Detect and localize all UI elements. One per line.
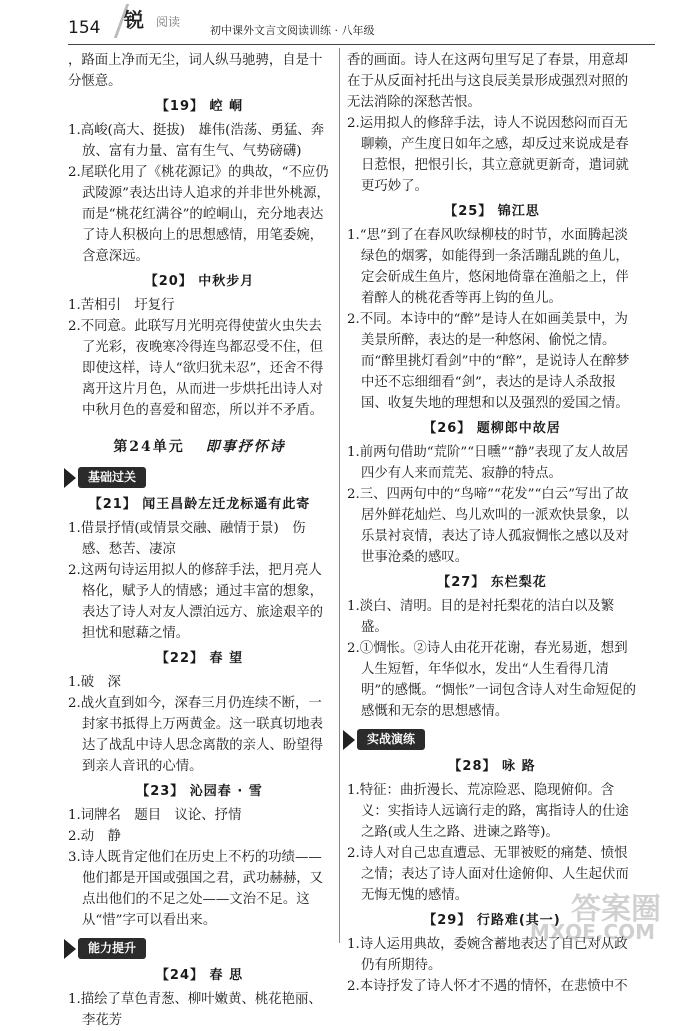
banner-practice xyxy=(347,728,637,752)
page-header xyxy=(0,0,675,44)
section-title-25: 【25】 锦江思 xyxy=(444,204,540,219)
answer-29-2: 2.本诗抒发了诗人怀才不遇的情怀，在悲愤中不 xyxy=(347,979,628,994)
banner-label: 基础过关 xyxy=(78,467,146,488)
book-logo xyxy=(110,4,200,42)
section-title-20: 【20】 中秋步月 xyxy=(144,274,255,289)
section-title-24: 【24】 春 思 xyxy=(155,968,244,983)
unit-heading xyxy=(68,437,331,458)
answer-24-1: 1.描绘了草色青葱、柳叶嫩黄、桃花艳丽、李花芳 xyxy=(68,992,322,1028)
banner-ability xyxy=(68,937,331,961)
section-title-21: 【21】 闻王昌龄左迁龙标遥有此寄 xyxy=(88,497,311,512)
arrow-icon xyxy=(343,730,355,750)
section-title-29: 【29】 行路难(其一) xyxy=(423,913,561,928)
logo-sub: 阅读 xyxy=(156,15,181,29)
answer-20-1: 1.苦相引 圩复行 xyxy=(68,298,175,313)
answer-19-2: 2.尾联化用了《桃花源记》的典故，“不应仍武陵源”表达出诗人追求的并非世外桃源，而是“桃花红满谷”的崆峒山，充分地表达了诗人积极向上的思想感情，用笔委婉，含意深远。 xyxy=(68,165,330,264)
arrow-icon xyxy=(64,468,76,488)
answer-26-2: 2.三、四两句中的“鸟啼”“花发”“白云”写出了故居外鲜花灿烂、鸟儿欢叫的一派欢快景象，以乐景衬哀情，表达了诗人孤寂惆怅之感以及对世事沧桑的感叹。 xyxy=(347,487,629,565)
answer-22-1: 1.破 深 xyxy=(68,675,121,690)
answer-23-3: 3.诗人既肯定他们在历史上不朽的功绩——他们都是开国或强国之君，武功赫赫，又点出他们的不足之处——文治不足。这从“惜”字可以看出来。 xyxy=(68,850,324,928)
banner-label: 实战演练 xyxy=(357,729,425,750)
section-title-27: 【27】 东栏梨花 xyxy=(437,575,547,590)
section-title-22: 【22】 春 望 xyxy=(155,651,244,666)
banner-label: 能力提升 xyxy=(78,938,146,959)
answer-22-2: 2.战火直到如今，深春三月仍连续不断，一封家书抵得上万两黄金。这一联真切地表达了战乱中诗人思念离散的亲人、盼望得到亲人音讯的心情。 xyxy=(68,696,324,774)
answer-23-2: 2.动 静 xyxy=(68,829,121,844)
answer-29-1: 1.诗人运用典故，委婉含蓄地表达了自己对从政仍有所期待。 xyxy=(347,937,628,973)
arrow-icon xyxy=(64,939,76,959)
answer-21-1: 1.借景抒情(或情景交融、融情于景) 伤感、愁苦、凄凉 xyxy=(68,521,306,557)
right-column xyxy=(347,50,637,997)
answer-26-1: 1.前两句借助“荒阶”“日曛”“静”表现了友人故居四少有人来而荒芜、寂静的特点。 xyxy=(347,445,629,481)
continued-text: ，路面上净而无尘，词人纵马驰骋，自是十分惬意。 xyxy=(68,53,323,89)
section-title-23: 【23】 沁园春 · 雪 xyxy=(136,784,263,799)
answer-25-2: 2.不同。本诗中的“醉”是诗人在如画美景中，为美景所醉，表达的是一种悠闲、偷悦之情。而“醉里挑灯看剑”中的“醉”，是说诗人在醉梦中还不忘细细看“剑”，表达的是诗人杀敌报国、收复失地的理想和以及强烈的爱国之情。 xyxy=(347,312,630,411)
answer-19-1: 1.高峻(高大、挺拔) 雄伟(浩荡、勇猛、奔放、富有力量、富有生气、气势磅礴) xyxy=(68,123,325,159)
watermark-url: MXQE.COM xyxy=(529,920,655,944)
answer-28-2: 2.诗人对自己忠直遭忌、无罪被贬的痛楚、愤恨之情；表达了诗人面对仕途俯仰、人生起伏而无悔无愧的感情。 xyxy=(347,846,629,903)
answer-23-1: 1.词牌名 题目 议论、抒情 xyxy=(68,808,242,823)
logo-char: 锐 xyxy=(124,8,144,32)
answer-24-2: 2.运用拟人的修辞手法，诗人不说因愁闷而百无聊赖，产生度日如年之感，却反过来说成是春日惹恨，把恨引长，其立意就更新奇，遣词就更巧妙了。 xyxy=(347,116,629,194)
column-divider xyxy=(339,48,340,943)
watermark xyxy=(511,884,661,944)
answer-28-1: 1.特征：曲折漫长、荒凉险恶、隐现俯仰。含义：实指诗人远谪行走的路，寓指诗人的仕途之路(或人生之路、进谏之路等)。 xyxy=(347,783,629,840)
answer-20-2: 2.不同意。此联写月光明亮得使萤火虫失去了光彩，夜晚寒冷得连鸟都忍受不住，但即使这样，诗人“欲归犹未忍”，还舍不得离开这片月色，从而进一步烘托出诗人对中秋月色的喜爱和留恋，所以并不矛盾。 xyxy=(68,319,324,418)
section-title-26: 【26】 题柳郎中故居 xyxy=(423,421,561,436)
page-number: 154 xyxy=(68,18,101,38)
answer-25-1: 1.“思”到了在春风吹绿柳枝的时节，水面腾起淡绿色的烟雾，如能得到一条活蹦乱跳的鱼儿，定会斫成生鱼片，悠闲地倚靠在渔船之上，伴着醉人的桃花香等再上钩的鱼儿。 xyxy=(347,228,629,306)
section-title-19: 【19】 崆 峒 xyxy=(155,99,244,114)
continued-text: 香的画面。诗人在这两句里写足了春景，用意却在于从反面衬托出与这良辰美景形成强烈对照的无法消除的深愁苦恨。 xyxy=(347,53,629,110)
unit-number: 第24单元 xyxy=(113,439,185,455)
book-subtitle: 初中课外文言文阅读训练 · 八年级 xyxy=(210,24,375,37)
section-title-28: 【28】 咏 路 xyxy=(448,759,536,774)
answer-27-1: 1.淡白、清明。目的是衬托梨花的洁白以及繁盛。 xyxy=(347,599,615,635)
header-rule xyxy=(68,44,655,45)
banner-basic xyxy=(68,466,331,490)
watermark-text: 答案圈 xyxy=(571,892,661,927)
answer-21-2: 2.这两句诗运用拟人的修辞手法，把月亮人格化，赋予人的情感；通过丰富的想象，表达了诗人对友人漂泊远方、旅途艰辛的担忧和慰藉之情。 xyxy=(68,563,324,641)
unit-title: 即事抒怀诗 xyxy=(205,439,286,455)
answer-27-2: 2.①惆怅。②诗人由花开花谢，春光易逝，想到人生短暂，年华似水，发出“人生看得几清明”的感慨。“惆怅”一词包含诗人对生命短促的感慨和无奈的思想感情。 xyxy=(347,641,636,719)
left-column xyxy=(68,50,331,1031)
